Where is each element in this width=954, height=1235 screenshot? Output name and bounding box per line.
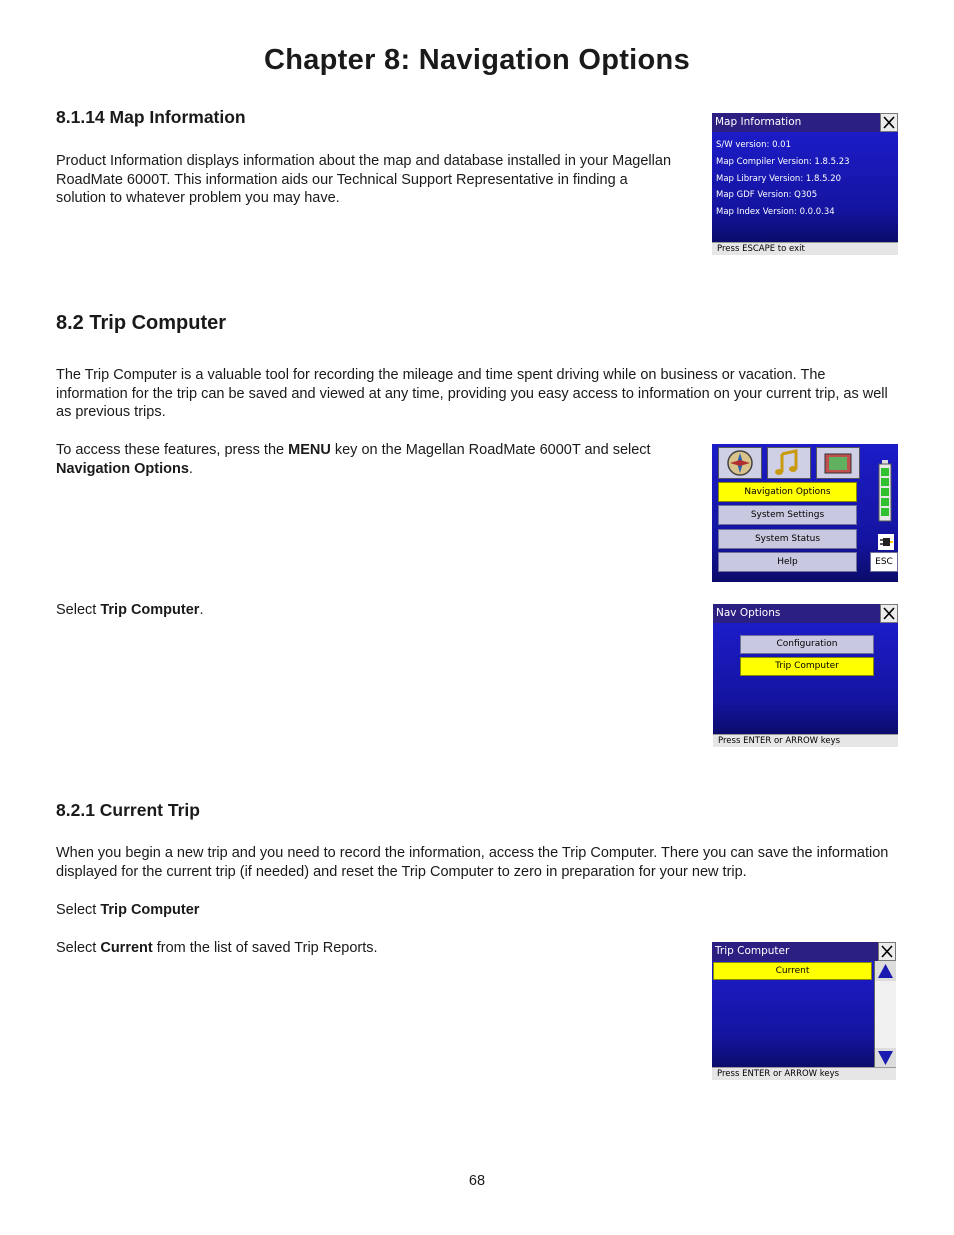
scrollbar[interactable] xyxy=(874,961,896,1068)
menu-key-label: MENU xyxy=(288,442,331,458)
select-current-line xyxy=(56,939,378,958)
nav-options-screen xyxy=(713,604,898,747)
compass-icon[interactable] xyxy=(718,447,762,479)
trip-computer-titlebar: Trip Computer xyxy=(712,942,878,961)
scroll-up-arrow-icon[interactable] xyxy=(875,961,896,981)
status-bar: Press ENTER or ARROW keys xyxy=(712,1067,896,1080)
nav-options-body xyxy=(713,623,898,735)
trip-computer-heading: 8.2 Trip Computer xyxy=(56,312,227,334)
system-settings-button[interactable]: System Settings xyxy=(718,505,857,525)
close-icon[interactable] xyxy=(878,942,896,961)
current-label: Current xyxy=(100,940,153,956)
current-trip-paragraph: When you begin a new trip and you need to record the information, access the Trip Computer. There you can save the information displayed for the current trip (if needed) and reset the Trip Computer to zero in preparation for your new trip. xyxy=(56,845,889,880)
map-info-paragraph: Product Information displays information about the map and database installed in your Magellan RoadMate 6000T. This information aids our Technical Support Representative in finding a solution to whatever problem you may have. xyxy=(56,153,672,207)
map-information-titlebar: Map Information xyxy=(712,113,880,132)
trip-computer-label: Trip Computer xyxy=(100,602,200,618)
access-text-2: key on the Magellan RoadMate 6000T and select xyxy=(330,442,651,458)
chapter-title: Chapter 8: Navigation Options xyxy=(263,44,690,76)
status-bar: Press ENTER or ARROW keys xyxy=(713,734,898,747)
access-features-paragraph xyxy=(56,441,696,478)
navigation-options-label: Navigation Options xyxy=(56,460,189,477)
close-icon[interactable] xyxy=(880,604,898,623)
esc-button[interactable]: ESC xyxy=(870,552,898,572)
current-trip-item[interactable]: Current xyxy=(713,962,872,980)
trip-computer-screen xyxy=(712,942,896,1080)
select-trip-computer-line xyxy=(56,601,203,620)
main-menu-screen xyxy=(712,444,898,582)
map-information-screen xyxy=(712,113,898,255)
page-number: 68 xyxy=(468,1173,486,1189)
map-compiler-version-line: Map Compiler Version: 1.8.5.23 xyxy=(716,157,850,167)
system-status-button[interactable]: System Status xyxy=(718,529,857,549)
navigation-options-button[interactable]: Navigation Options xyxy=(718,482,857,502)
select-trip-computer-line-2 xyxy=(56,901,199,920)
map-index-version-line: Map Index Version: 0.0.0.34 xyxy=(716,207,835,217)
access-text-1: To access these features, press the xyxy=(56,442,289,458)
status-bar: Press ESCAPE to exit xyxy=(712,242,898,255)
close-icon[interactable] xyxy=(880,113,898,132)
select-text-end: . xyxy=(199,602,204,618)
configuration-button[interactable]: Configuration xyxy=(740,635,874,654)
music-icon[interactable] xyxy=(767,447,811,479)
trip-computer-button[interactable]: Trip Computer xyxy=(740,657,874,676)
current-trip-heading: 8.2.1 Current Trip xyxy=(56,800,200,820)
main-menu-body xyxy=(712,444,898,582)
plug-icon xyxy=(878,534,894,550)
access-text-3: . xyxy=(188,460,193,477)
select-text: Select xyxy=(56,940,101,956)
trip-list-body xyxy=(712,961,874,1068)
sw-version-line: S/W version: 0.01 xyxy=(716,140,791,150)
trip-computer-paragraph: The Trip Computer is a valuable tool for recording the mileage and time spent driving while on business or vacation. The information for the trip can be saved and viewed at any time, providing you easy access to information on your current trip, as well as previous trips. xyxy=(56,367,888,421)
trip-computer-label: Trip Computer xyxy=(100,902,200,918)
map-info-heading: 8.1.14 Map Information xyxy=(56,107,246,127)
select-text: Select xyxy=(56,902,101,918)
map-library-version-line: Map Library Version: 1.8.5.20 xyxy=(716,174,842,184)
select-current-text-end: from the list of saved Trip Reports. xyxy=(152,940,378,956)
picture-icon[interactable] xyxy=(816,447,860,479)
battery-icon xyxy=(878,460,892,522)
scroll-down-arrow-icon[interactable] xyxy=(875,1048,896,1068)
select-text: Select xyxy=(56,602,101,618)
help-button[interactable]: Help xyxy=(718,552,857,572)
map-gdf-version-line: Map GDF Version: Q305 xyxy=(716,190,818,200)
nav-options-titlebar: Nav Options xyxy=(713,604,880,623)
map-information-body xyxy=(712,132,898,243)
